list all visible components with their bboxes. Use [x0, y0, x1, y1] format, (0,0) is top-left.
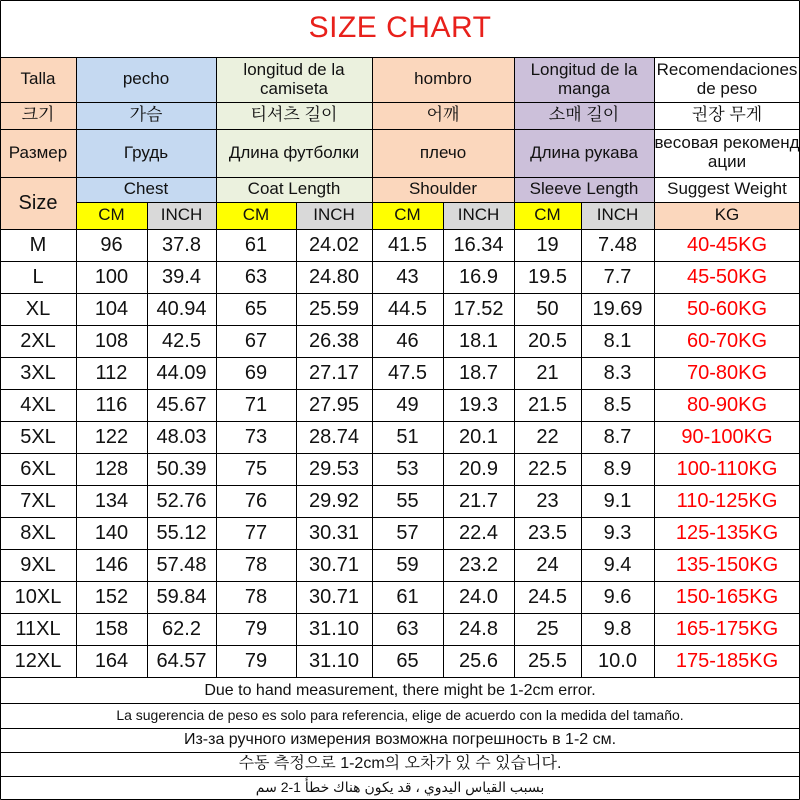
header-es-size: Talla — [0, 57, 76, 102]
cell-length-cm-l: 63 — [244, 266, 268, 288]
cell-sleeve-cm-9xl: 24 — [536, 554, 559, 576]
cell-length-cm-10xl: 78 — [244, 586, 268, 608]
cell-sleeve-cm-7xl: 23 — [536, 490, 559, 512]
cell-sleeve-in-xl: 19.69 — [592, 298, 643, 320]
cell-sleeve-in-11xl: 9.8 — [603, 618, 632, 640]
header-en-length: Coat Length — [216, 177, 372, 202]
header-en-chest: Chest — [76, 177, 216, 202]
header-ko-size: 크기 — [0, 102, 76, 129]
cell-chest-in-7xl: 52.76 — [156, 490, 207, 512]
cell-length-in-8xl: 30.31 — [308, 522, 360, 544]
unit-shoulder-cm: CM — [372, 202, 443, 229]
cell-chest-in-12xl: 64.57 — [156, 650, 207, 672]
cell-shoulder-cm-11xl: 63 — [396, 618, 419, 640]
note-ko: 수동 측정으로 1-2cm의 오차가 있 수 있습니다. — [238, 755, 562, 773]
cell-shoulder-in-3xl: 18.7 — [459, 362, 498, 384]
cell-length-cm-2xl: 67 — [244, 330, 268, 352]
unit-shoulder-inch: INCH — [443, 202, 514, 229]
cell-size-6xl: 6XL — [20, 458, 56, 480]
cell-shoulder-cm-l: 43 — [396, 266, 419, 288]
cell-length-in-xl: 25.59 — [308, 298, 360, 320]
cell-sleeve-in-l: 7.7 — [603, 266, 632, 288]
cell-size-7xl: 7XL — [20, 490, 56, 512]
cell-chest-cm-6xl: 128 — [94, 458, 129, 480]
unit-length-cm: CM — [216, 202, 296, 229]
note-es: La sugerencia de peso es solo para referencia, elige de acuerdo con la medida del tamaño. — [116, 706, 684, 723]
cell-chest-cm-2xl: 108 — [94, 330, 129, 352]
cell-shoulder-in-4xl: 19.3 — [459, 394, 498, 416]
unit-weight-kg: KG — [654, 202, 800, 229]
cell-size-xl: XL — [25, 298, 51, 320]
cell-shoulder-in-2xl: 18.1 — [459, 330, 498, 352]
cell-size-9xl: 9XL — [20, 554, 56, 576]
unit-chest-cm: CM — [76, 202, 147, 229]
header-en-shoulder: Shoulder — [372, 177, 514, 202]
cell-length-in-9xl: 30.71 — [308, 554, 360, 576]
cell-sleeve-cm-m: 19 — [536, 234, 559, 256]
cell-chest-cm-m: 96 — [100, 234, 123, 256]
header-es-chest: pecho — [76, 57, 216, 102]
cell-chest-cm-11xl: 158 — [94, 618, 129, 640]
cell-sleeve-cm-11xl: 25 — [536, 618, 559, 640]
cell-length-in-m: 24.02 — [308, 234, 360, 256]
cell-chest-in-5xl: 48.03 — [156, 426, 207, 448]
header-en-weight: Suggest Weight — [667, 179, 787, 199]
cell-shoulder-cm-4xl: 49 — [396, 394, 419, 416]
cell-shoulder-in-11xl: 24.8 — [459, 618, 498, 640]
cell-shoulder-cm-5xl: 51 — [396, 426, 419, 448]
cell-weight-l: 45-50KG — [686, 266, 768, 288]
cell-chest-in-4xl: 45.67 — [156, 394, 207, 416]
header-ru-weight: весовая рекомендации — [654, 133, 800, 171]
cell-shoulder-in-7xl: 21.7 — [459, 490, 498, 512]
header-ru-length: Длина футболки — [216, 129, 372, 177]
cell-length-cm-6xl: 75 — [244, 458, 268, 480]
cell-shoulder-in-5xl: 20.1 — [459, 426, 498, 448]
cell-sleeve-in-3xl: 8.3 — [603, 362, 632, 384]
cell-weight-xl: 50-60KG — [686, 298, 768, 320]
cell-sleeve-in-8xl: 9.3 — [603, 522, 632, 544]
cell-length-in-l: 24.80 — [308, 266, 360, 288]
cell-weight-6xl: 100-110KG — [676, 458, 778, 480]
cell-size-m: M — [29, 234, 47, 256]
cell-chest-cm-l: 100 — [94, 266, 129, 288]
header-ru-shoulder: плечо — [372, 129, 514, 177]
cell-shoulder-in-6xl: 20.9 — [459, 458, 498, 480]
cell-sleeve-cm-8xl: 23.5 — [528, 522, 567, 544]
cell-length-cm-m: 61 — [244, 234, 268, 256]
cell-size-11xl: 11XL — [15, 618, 61, 640]
unit-length-inch: INCH — [296, 202, 372, 229]
cell-chest-in-8xl: 55.12 — [156, 522, 207, 544]
header-es-length: longitud de la camiseta — [216, 57, 372, 102]
cell-sleeve-cm-xl: 50 — [536, 298, 559, 320]
cell-chest-cm-8xl: 140 — [94, 522, 129, 544]
cell-shoulder-in-8xl: 22.4 — [459, 522, 498, 544]
header-ko-length: 티셔츠 길이 — [216, 102, 372, 129]
cell-chest-cm-7xl: 134 — [94, 490, 129, 512]
cell-length-cm-7xl: 76 — [244, 490, 268, 512]
cell-length-in-6xl: 29.53 — [308, 458, 360, 480]
cell-length-cm-4xl: 71 — [244, 394, 268, 416]
cell-size-10xl: 10XL — [14, 586, 62, 608]
cell-shoulder-cm-9xl: 59 — [396, 554, 419, 576]
cell-shoulder-cm-8xl: 57 — [396, 522, 419, 544]
header-es-sleeve: Longitud de la manga — [514, 57, 654, 102]
cell-weight-3xl: 70-80KG — [686, 362, 768, 384]
cell-chest-in-9xl: 57.48 — [156, 554, 207, 576]
cell-sleeve-cm-3xl: 21 — [536, 362, 559, 384]
cell-chest-cm-9xl: 146 — [94, 554, 129, 576]
header-en-sleeve: Sleeve Length — [514, 177, 654, 202]
cell-weight-5xl: 90-100KG — [681, 426, 773, 448]
cell-chest-in-m: 37.8 — [162, 234, 201, 256]
cell-sleeve-cm-4xl: 21.5 — [528, 394, 567, 416]
cell-sleeve-cm-l: 19.5 — [528, 266, 567, 288]
header-es-shoulder: hombro — [372, 57, 514, 102]
cell-shoulder-cm-10xl: 61 — [396, 586, 419, 608]
cell-sleeve-in-m: 7.48 — [598, 234, 637, 256]
cell-length-cm-9xl: 78 — [244, 554, 268, 576]
cell-length-in-11xl: 31.10 — [308, 618, 360, 640]
header-en-size: Size — [0, 177, 76, 229]
cell-shoulder-cm-xl: 44.5 — [388, 298, 427, 320]
header-ko-shoulder: 어깨 — [372, 102, 514, 129]
cell-chest-in-l: 39.4 — [162, 266, 201, 288]
cell-weight-12xl: 175-185KG — [675, 650, 779, 672]
cell-sleeve-in-7xl: 9.1 — [603, 490, 632, 512]
note-en: Due to hand measurement, there might be 1-2cm error. — [204, 681, 596, 699]
cell-sleeve-cm-12xl: 25.5 — [528, 650, 567, 672]
cell-chest-in-6xl: 50.39 — [156, 458, 207, 480]
cell-weight-m: 40-45KG — [686, 234, 768, 256]
unit-chest-inch: INCH — [147, 202, 216, 229]
cell-sleeve-in-2xl: 8.1 — [603, 330, 632, 352]
cell-shoulder-in-m: 16.34 — [453, 234, 504, 256]
cell-chest-in-2xl: 42.5 — [162, 330, 201, 352]
cell-sleeve-in-6xl: 8.9 — [603, 458, 632, 480]
cell-sleeve-cm-6xl: 22.5 — [528, 458, 567, 480]
cell-length-in-4xl: 27.95 — [308, 394, 360, 416]
cell-chest-in-3xl: 44.09 — [156, 362, 207, 384]
header-ko-sleeve: 소매 길이 — [514, 102, 654, 129]
header-ko-chest: 가슴 — [76, 102, 216, 129]
cell-size-5xl: 5XL — [20, 426, 56, 448]
cell-shoulder-in-l: 16.9 — [459, 266, 498, 288]
cell-length-in-10xl: 30.71 — [308, 586, 360, 608]
cell-length-in-5xl: 28.74 — [308, 426, 360, 448]
cell-sleeve-in-4xl: 8.5 — [603, 394, 632, 416]
cell-length-in-2xl: 26.38 — [308, 330, 360, 352]
cell-size-l: L — [32, 266, 44, 288]
header-ru-size: Размер — [0, 129, 76, 177]
cell-chest-in-10xl: 59.84 — [156, 586, 207, 608]
cell-length-in-3xl: 27.17 — [308, 362, 360, 384]
note-ar: بسبب القياس اليدوي ، قد يكون هناك خطأ 1-2 سم — [255, 779, 545, 796]
chart-title: SIZE CHART — [308, 11, 492, 44]
cell-length-cm-5xl: 73 — [244, 426, 268, 448]
cell-chest-in-11xl: 62.2 — [162, 618, 201, 640]
cell-shoulder-cm-m: 41.5 — [388, 234, 427, 256]
cell-chest-cm-xl: 104 — [94, 298, 129, 320]
cell-length-cm-xl: 65 — [244, 298, 268, 320]
cell-weight-10xl: 150-165KG — [675, 586, 779, 608]
cell-chest-cm-5xl: 122 — [94, 426, 129, 448]
header-ko-weight: 권장 무게 — [691, 105, 763, 125]
cell-chest-cm-12xl: 164 — [94, 650, 129, 672]
cell-weight-8xl: 125-135KG — [675, 522, 779, 544]
cell-chest-cm-4xl: 116 — [95, 394, 128, 416]
cell-sleeve-cm-5xl: 22 — [536, 426, 559, 448]
cell-chest-cm-3xl: 112 — [95, 362, 128, 384]
cell-sleeve-cm-2xl: 20.5 — [528, 330, 567, 352]
cell-length-in-12xl: 31.10 — [308, 650, 360, 672]
cell-weight-4xl: 80-90KG — [686, 394, 768, 416]
unit-sleeve-inch: INCH — [581, 202, 654, 229]
cell-sleeve-cm-10xl: 24.5 — [528, 586, 567, 608]
cell-shoulder-cm-3xl: 47.5 — [388, 362, 427, 384]
cell-length-cm-8xl: 77 — [244, 522, 268, 544]
cell-weight-7xl: 110-125KG — [676, 490, 778, 512]
cell-chest-cm-10xl: 152 — [94, 586, 129, 608]
cell-sleeve-in-10xl: 9.6 — [603, 586, 632, 608]
cell-weight-9xl: 135-150KG — [675, 554, 779, 576]
cell-chest-in-xl: 40.94 — [156, 298, 207, 320]
cell-shoulder-cm-2xl: 46 — [396, 330, 419, 352]
cell-length-cm-11xl: 79 — [244, 618, 268, 640]
note-ru: Из-за ручного измерения возможна погрешность в 1-2 см. — [183, 731, 617, 749]
cell-size-3xl: 3XL — [20, 362, 56, 384]
cell-shoulder-in-12xl: 25.6 — [459, 650, 498, 672]
cell-sleeve-in-9xl: 9.4 — [603, 554, 632, 576]
cell-shoulder-in-xl: 17.52 — [453, 298, 504, 320]
cell-length-cm-12xl: 79 — [244, 650, 268, 672]
cell-shoulder-cm-12xl: 65 — [396, 650, 419, 672]
cell-size-8xl: 8XL — [20, 522, 56, 544]
header-es-weight: Recomendaciones de peso — [656, 59, 798, 98]
unit-sleeve-cm: CM — [514, 202, 581, 229]
cell-size-12xl: 12XL — [14, 650, 62, 672]
cell-length-cm-3xl: 69 — [244, 362, 268, 384]
cell-weight-2xl: 60-70KG — [686, 330, 768, 352]
cell-size-4xl: 4XL — [20, 394, 56, 416]
cell-shoulder-cm-7xl: 55 — [396, 490, 419, 512]
cell-length-in-7xl: 29.92 — [308, 490, 360, 512]
cell-shoulder-cm-6xl: 53 — [396, 458, 419, 480]
header-ru-chest: Грудь — [76, 129, 216, 177]
cell-shoulder-in-10xl: 24.0 — [459, 586, 498, 608]
cell-weight-11xl: 165-175KG — [675, 618, 779, 640]
cell-size-2xl: 2XL — [20, 330, 56, 352]
cell-shoulder-in-9xl: 23.2 — [459, 554, 498, 576]
cell-sleeve-in-12xl: 10.0 — [598, 650, 637, 672]
header-ru-sleeve: Длина рукава — [514, 129, 654, 177]
cell-sleeve-in-5xl: 8.7 — [603, 426, 632, 448]
